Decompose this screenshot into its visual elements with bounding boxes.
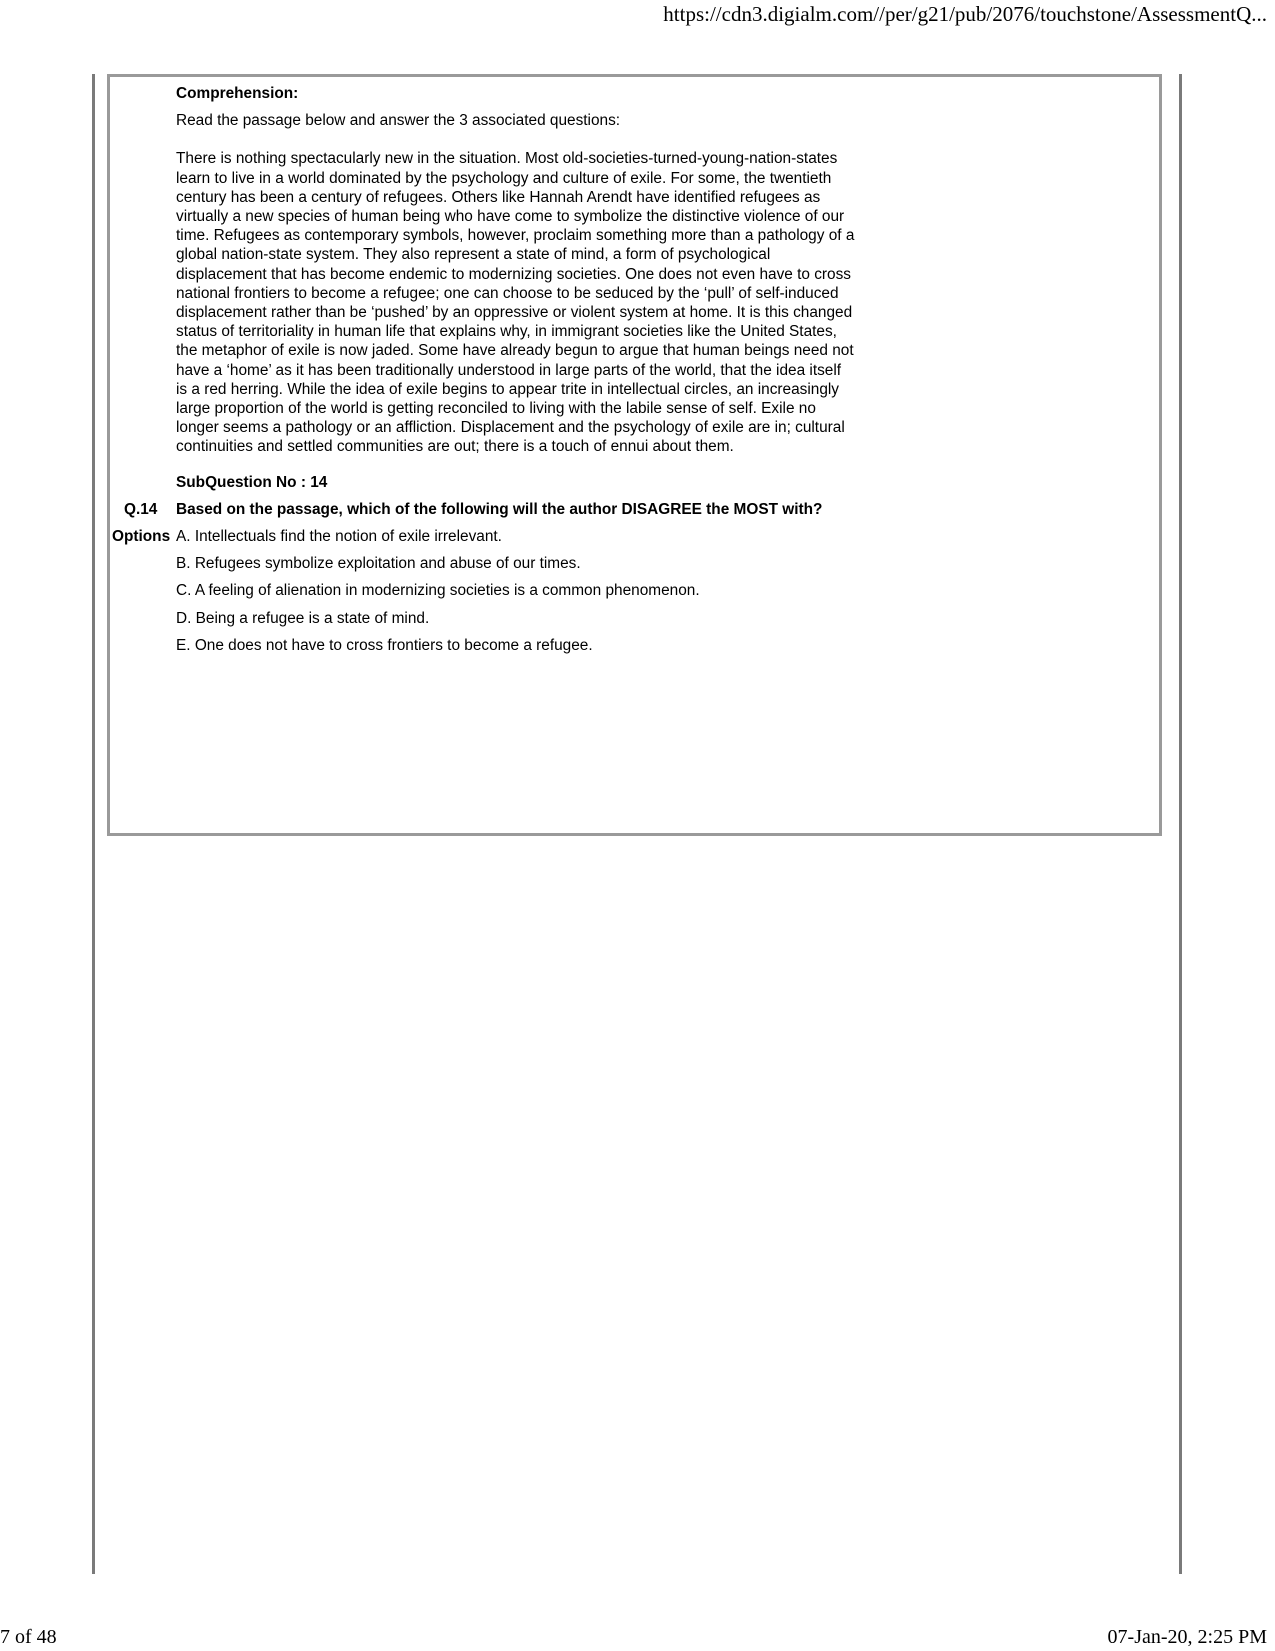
option-c: C. A feeling of alienation in modernizing societies is a common phenomenon. — [176, 582, 700, 600]
question-row — [124, 500, 856, 519]
print-header-url: https://cdn3.digialm.com//per/g21/pub/2076/touchstone/AssessmentQ... — [663, 2, 1267, 26]
page-left-border — [92, 74, 95, 1574]
print-datetime: 07-Jan-20, 2:25 PM — [1107, 1626, 1267, 1648]
question-text: Based on the passage, which of the following will the author DISAGREE the MOST with? — [176, 500, 823, 518]
comprehension-passage: There is nothing spectacularly new in the situation. Most old-societies-turned-young-nation-states learn to live in a world dominated by the psychology and culture of exile. For some, the twentieth century has been a century of refugees. Others like Hannah Arendt have identified refugees as virtually a new species of human being who have come to symbolize the distinctive violence of our time. Refugees as contemporary symbols, however, proclaim something more than a pathology of a global nation-state system. They also represent a state of mind, a form of psychological displacement that has become endemic to modernizing societies. One does not even have to cross national frontiers to become a refugee; one can choose to be seduced by the ‘pull’ of self-induced displacement rather than be ‘pushed’ by an oppressive or violent system at home. It is this changed status of territoriality in human life that explains why, in immigrant societies like the United States, the metaphor of exile is now jaded. Some have already begun to argue that human beings need not have a ‘home’ as it has been traditionally understood in large parts of the world, that the idea itself is a red herring. While the idea of exile begins to appear trite in intellectual circles, an increasingly large proportion of the world is getting reconciled to living with the labile sense of self. Exile no longer seems a pathology or an affliction. Displacement and the psychology of exile are in; cultural continuities and settled communities are out; there is a touch of ennui about them. — [176, 150, 855, 456]
subquestion-number: SubQuestion No : 14 — [176, 473, 328, 491]
question-content — [112, 84, 856, 655]
options-block — [112, 527, 856, 655]
option-e: E. One does not have to cross frontiers to become a refugee. — [176, 636, 593, 654]
page-right-border — [1179, 74, 1182, 1574]
option-b: B. Refugees symbolize exploitation and abuse of our times. — [176, 555, 581, 573]
comprehension-instruction: Read the passage below and answer the 3 associated questions: — [176, 112, 621, 130]
options-label: Options — [112, 528, 171, 546]
print-page-number: 7 of 48 — [0, 1626, 57, 1648]
option-a: A. Intellectuals find the notion of exile irrelevant. — [176, 528, 502, 546]
comprehension-heading: Comprehension: — [176, 85, 299, 102]
question-number: Q.14 — [124, 500, 158, 518]
option-d: D. Being a refugee is a state of mind. — [176, 609, 430, 627]
